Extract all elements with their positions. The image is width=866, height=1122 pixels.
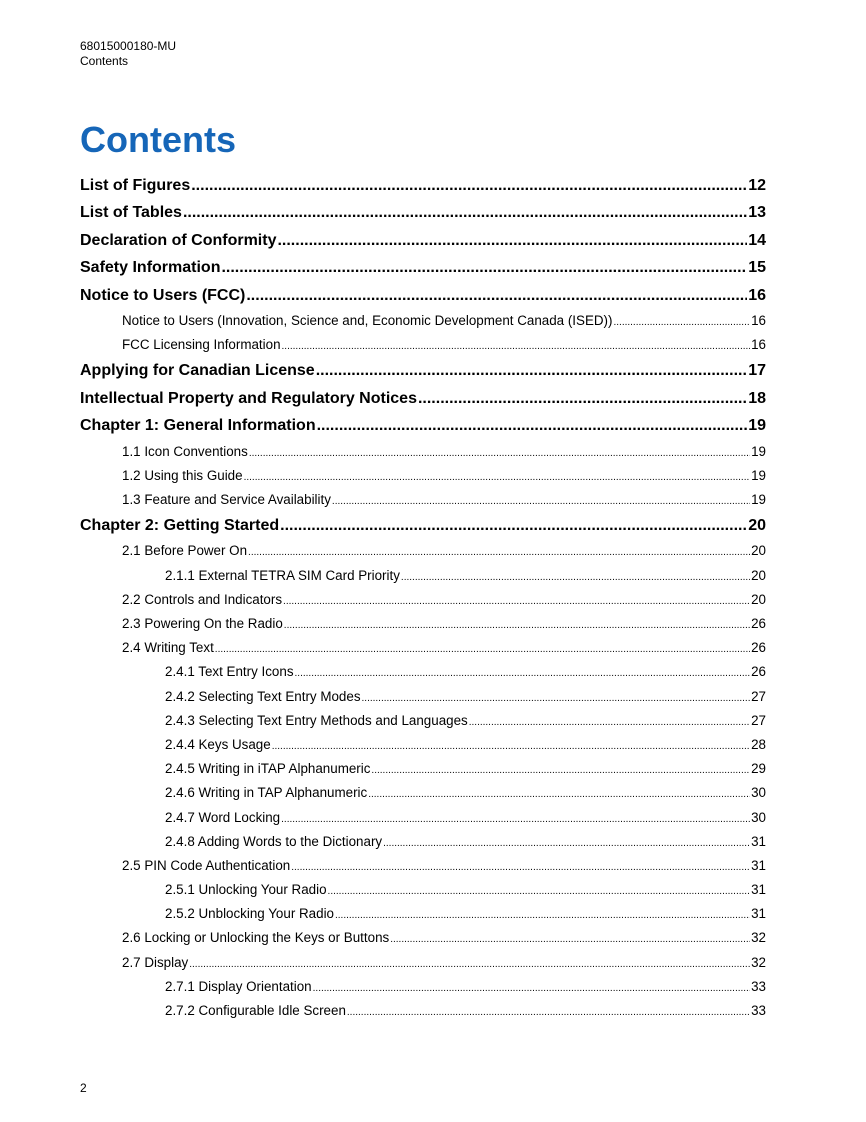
toc-dot-leader: [281, 808, 750, 830]
toc-entry-title: 2.7.2 Configurable Idle Screen: [165, 1003, 346, 1019]
toc-dot-leader: [272, 735, 750, 757]
toc-entry[interactable]: [80, 488, 766, 512]
toc-entry-title: 2.4.7 Word Locking: [165, 809, 281, 825]
toc-entry[interactable]: [80, 830, 766, 854]
toc-entry-page: 19: [748, 417, 766, 435]
toc-dot-leader: [316, 357, 748, 384]
toc-entry-page: 17: [748, 362, 766, 380]
toc-entry-page: 20: [751, 567, 766, 583]
toc-entry-title: Chapter 1: General Information: [80, 417, 316, 435]
toc-entry[interactable]: [80, 227, 766, 254]
toc-entry[interactable]: [80, 806, 766, 830]
toc-entry-page: 27: [751, 712, 766, 728]
toc-entry[interactable]: [80, 781, 766, 805]
toc-dot-leader: [313, 977, 750, 999]
toc-entry-title: Intellectual Property and Regulatory Notices: [80, 389, 417, 407]
page-title: Contents: [80, 119, 236, 160]
toc-entry-page: 27: [751, 688, 766, 704]
running-header: [80, 39, 176, 69]
toc-entry-page: 13: [748, 204, 766, 222]
toc-dot-leader: [191, 172, 747, 199]
document-number: 68015000180-MU: [80, 39, 177, 53]
toc-dot-leader: [347, 1001, 750, 1023]
toc-entry-page: 16: [751, 337, 766, 353]
toc-dot-leader: [335, 904, 750, 926]
header-section-name: Contents: [80, 54, 129, 68]
toc-entry-title: Safety Information: [80, 259, 221, 277]
toc-dot-leader: [183, 199, 747, 226]
toc-dot-leader: [246, 282, 747, 309]
toc-dot-leader: [317, 412, 748, 439]
toc-entry-page: 32: [751, 954, 766, 970]
toc-entry-title: 2.4.3 Selecting Text Entry Methods and Languages: [165, 712, 468, 728]
toc-entry-page: 16: [748, 286, 766, 304]
toc-entry[interactable]: [80, 902, 766, 926]
toc-entry[interactable]: [80, 975, 766, 999]
toc-entry-title: 2.6 Locking or Unlocking the Keys or Buttons: [122, 930, 390, 946]
toc-dot-leader: [295, 662, 751, 684]
toc-entry[interactable]: [80, 440, 766, 464]
toc-entry[interactable]: [80, 199, 766, 226]
toc-dot-leader: [291, 856, 750, 878]
toc-entry-page: 30: [751, 809, 766, 825]
toc-entry-page: 33: [751, 1003, 766, 1019]
toc-entry-title: FCC Licensing Information: [122, 337, 281, 353]
toc-dot-leader: [249, 442, 750, 464]
toc-entry[interactable]: [80, 999, 766, 1023]
toc-entry[interactable]: [80, 564, 766, 588]
toc-dot-leader: [401, 566, 750, 588]
toc-entry[interactable]: [80, 757, 766, 781]
toc-dot-leader: [284, 614, 750, 636]
toc-dot-leader: [368, 783, 750, 805]
toc-entry-page: 31: [751, 857, 766, 873]
toc-entry-title: List of Tables: [80, 204, 182, 222]
toc-dot-leader: [280, 512, 747, 539]
toc-entry-title: 2.7.1 Display Orientation: [165, 978, 312, 994]
toc-entry[interactable]: [80, 512, 766, 539]
toc-entry-page: 26: [751, 640, 766, 656]
toc-entry-title: 2.4.8 Adding Words to the Dictionary: [165, 833, 383, 849]
toc-entry-page: 26: [751, 616, 766, 632]
toc-entry[interactable]: [80, 464, 766, 488]
toc-entry-title: Applying for Canadian License: [80, 362, 315, 380]
toc-dot-leader: [390, 928, 750, 950]
toc-entry-page: 16: [751, 312, 766, 328]
toc-entry-page: 20: [751, 591, 766, 607]
toc-dot-leader: [221, 254, 747, 281]
toc-dot-leader: [332, 490, 750, 512]
toc-entry-page: 15: [748, 259, 766, 277]
toc-dot-leader: [189, 953, 750, 975]
toc-dot-leader: [371, 759, 750, 781]
toc-entry-title: 2.4.6 Writing in TAP Alphanumeric: [165, 785, 368, 801]
toc-entry-title: 2.2 Controls and Indicators: [122, 591, 283, 607]
toc-entry-title: 2.4.1 Text Entry Icons: [165, 664, 294, 680]
toc-dot-leader: [362, 687, 751, 709]
toc-entry[interactable]: [80, 926, 766, 950]
toc-entry-title: 2.1.1 External TETRA SIM Card Priority: [165, 567, 400, 583]
toc-entry-title: 2.5.1 Unlocking Your Radio: [165, 882, 327, 898]
toc-entry-page: 29: [751, 761, 766, 777]
toc-entry-title: 2.5.2 Unblocking Your Radio: [165, 906, 334, 922]
toc-entry-title: 2.4.5 Writing in iTAP Alphanumeric: [165, 761, 371, 777]
toc-entry[interactable]: [80, 951, 766, 975]
toc-entry-page: 28: [751, 736, 766, 752]
toc-entry[interactable]: [80, 636, 766, 660]
toc-entry-title: 2.4.2 Selecting Text Entry Modes: [165, 688, 361, 704]
toc-entry-title: 2.3 Powering On the Radio: [122, 616, 283, 632]
toc-entry-page: 18: [748, 389, 766, 407]
toc-entry[interactable]: [80, 854, 766, 878]
toc-dot-leader: [282, 335, 751, 357]
toc-entry-title: 1.1 Icon Conventions: [122, 443, 248, 459]
toc-entry[interactable]: [80, 172, 766, 199]
toc-entry[interactable]: [80, 357, 766, 384]
toc-entry-page: 30: [751, 785, 766, 801]
toc-entry[interactable]: [80, 685, 766, 709]
toc-entry-title: Chapter 2: Getting Started: [80, 517, 280, 535]
toc-entry-page: 19: [751, 443, 766, 459]
toc-dot-leader: [277, 227, 747, 254]
toc-entry[interactable]: [80, 612, 766, 636]
toc-entry-title: 2.1 Before Power On: [122, 543, 248, 559]
toc-entry-title: Notice to Users (FCC): [80, 286, 246, 304]
toc-entry[interactable]: [80, 282, 766, 309]
toc-dot-leader: [383, 832, 750, 854]
toc-entry[interactable]: [80, 733, 766, 757]
toc-entry-page: 31: [751, 906, 766, 922]
toc-dot-leader: [469, 711, 750, 733]
toc-entry-page: 26: [751, 664, 766, 680]
toc-entry-page: 20: [751, 543, 766, 559]
toc-entry-page: 31: [751, 882, 766, 898]
toc-entry-title: Notice to Users (Innovation, Science and, Economic Development Canada (ISED)): [122, 312, 613, 328]
toc-entry-title: 2.4.4 Keys Usage: [165, 736, 271, 752]
page-number: 2: [80, 1081, 87, 1095]
toc-dot-leader: [328, 880, 751, 902]
toc-entry-page: 14: [748, 231, 766, 249]
toc-entry-title: List of Figures: [80, 177, 191, 194]
table-of-contents: [80, 172, 766, 1023]
toc-entry-page: 33: [751, 978, 766, 994]
toc-dot-leader: [244, 466, 751, 488]
toc-entry[interactable]: [80, 333, 766, 357]
toc-dot-leader: [248, 541, 750, 563]
toc-entry-page: 12: [748, 177, 766, 194]
toc-entry-title: 1.2 Using this Guide: [122, 467, 243, 483]
toc-entry[interactable]: [80, 254, 766, 281]
toc-entry[interactable]: [80, 385, 766, 412]
toc-entry-title: 1.3 Feature and Service Availability: [122, 491, 331, 507]
toc-entry[interactable]: [80, 878, 766, 902]
toc-entry-title: Declaration of Conformity: [80, 231, 277, 249]
toc-dot-leader: [215, 638, 750, 660]
toc-entry-page: 20: [748, 517, 766, 535]
toc-dot-leader: [613, 311, 750, 333]
toc-entry-page: 19: [751, 467, 766, 483]
toc-entry[interactable]: [80, 539, 766, 563]
toc-dot-leader: [283, 590, 750, 612]
toc-entry-page: 19: [751, 491, 766, 507]
toc-entry-title: 2.5 PIN Code Authentication: [122, 857, 291, 873]
toc-entry[interactable]: [80, 660, 766, 684]
toc-entry-title: 2.7 Display: [122, 954, 189, 970]
toc-entry-title: 2.4 Writing Text: [122, 640, 214, 656]
toc-entry-page: 31: [751, 833, 766, 849]
toc-entry[interactable]: [80, 412, 766, 439]
toc-entry[interactable]: [80, 309, 766, 333]
toc-dot-leader: [418, 385, 747, 412]
toc-entry[interactable]: [80, 709, 766, 733]
toc-entry[interactable]: [80, 588, 766, 612]
toc-entry-page: 32: [751, 930, 766, 946]
